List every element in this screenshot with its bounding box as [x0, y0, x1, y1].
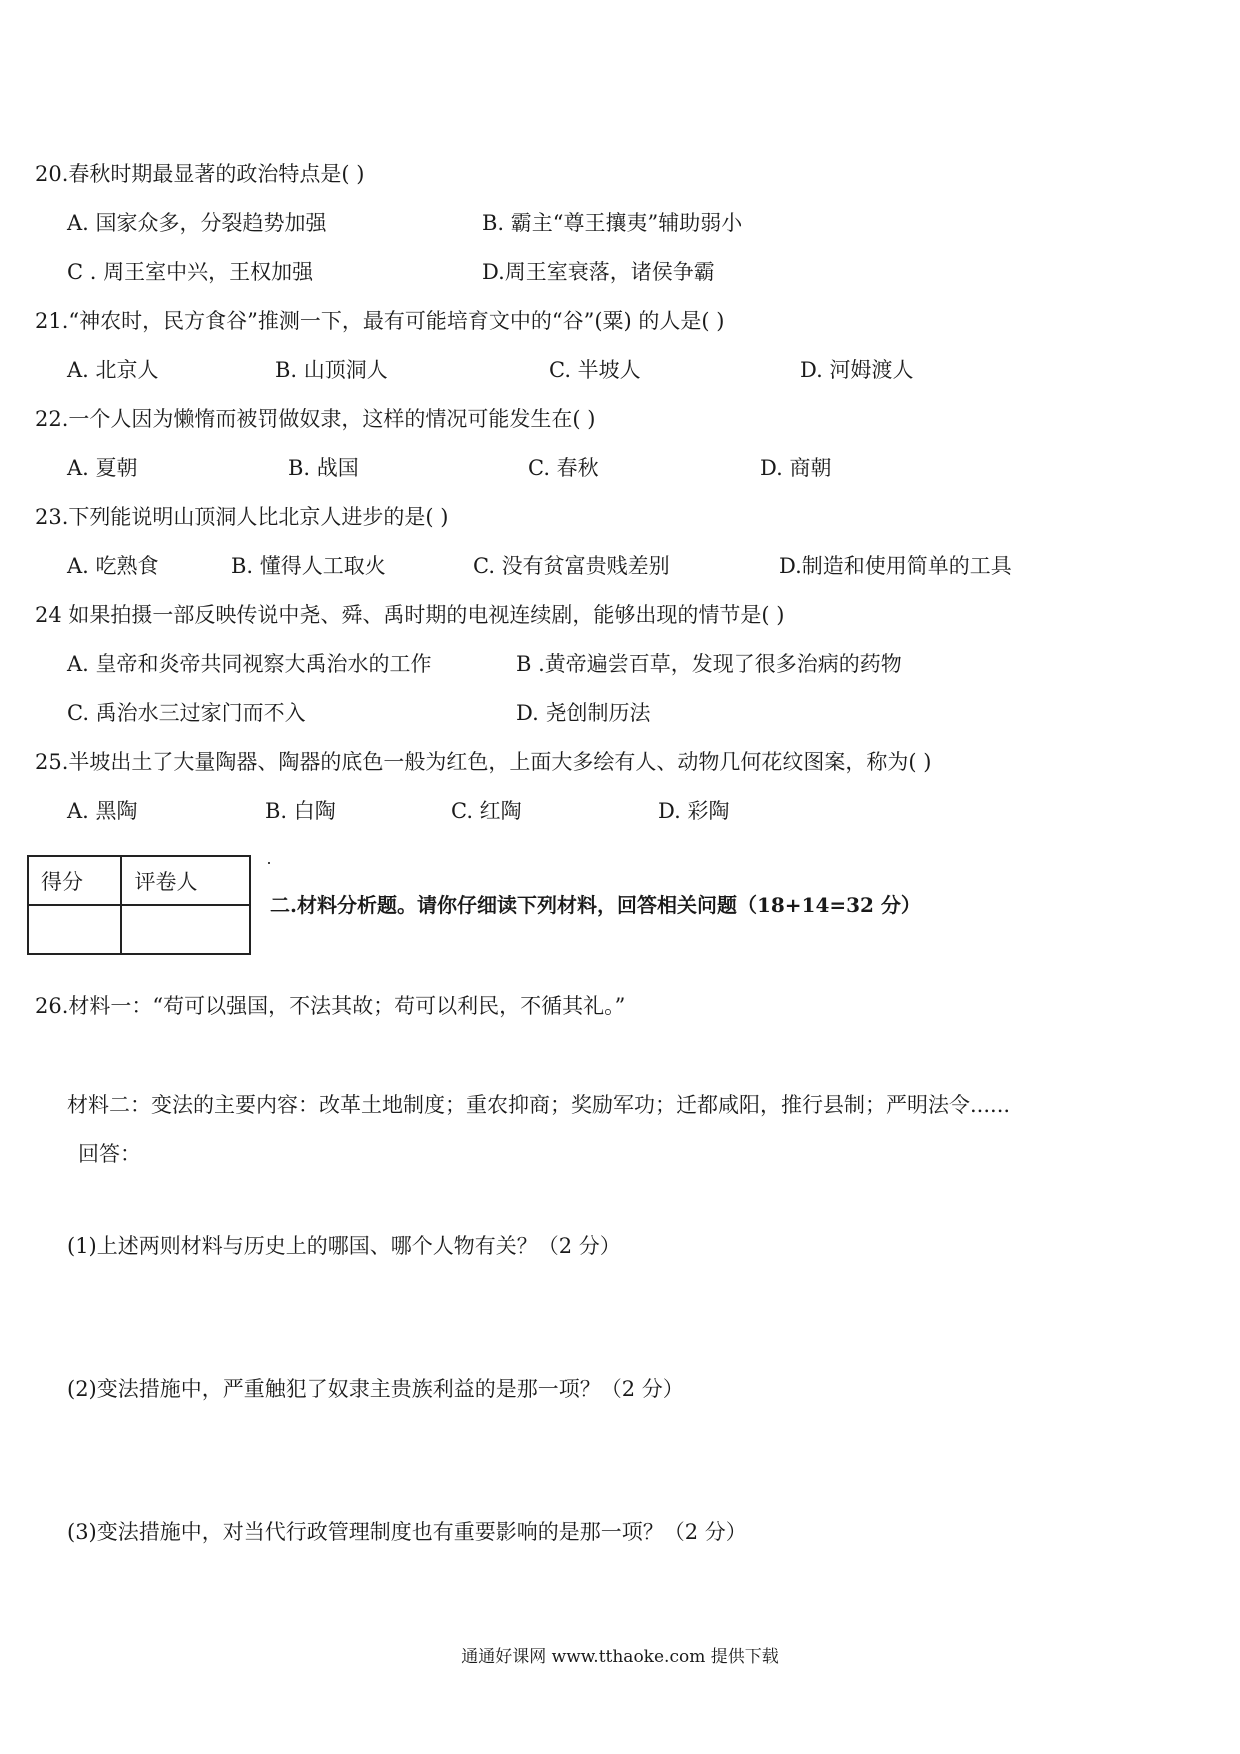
q20-option-b: B. 霸主“尊王攘夷”辅助弱小 [482, 211, 743, 235]
q20-option-d: D.周王室衰落，诸侯争霸 [482, 260, 715, 284]
q22-option-a: A. 夏朝 [67, 456, 138, 480]
q22-option-d: D. 商朝 [760, 456, 832, 480]
q24-stem: 24 如果拍摄一部反映传说中尧、舜、禹时期的电视连续剧，能够出现的情节是( ) [35, 603, 785, 627]
section2-title: 二.材料分析题。请你仔细读下列材料，回答相关问题（18+14=32 分） [270, 893, 921, 917]
q21-stem: 21.“神农时，民方食谷”推测一下，最有可能培育文中的“谷”(粟) 的人是( ) [35, 309, 725, 333]
q23-option-a: A. 吃熟食 [67, 554, 159, 578]
q20-option-c: C . 周王室中兴，王权加强 [67, 260, 314, 284]
q22-stem: 22.一个人因为懒惰而被罚做奴隶，这样的情况可能发生在( ) [35, 407, 596, 431]
q25-option-c: C. 红陶 [451, 799, 522, 823]
q21-option-c: C. 半坡人 [549, 358, 641, 382]
q26-answer-label: 回答： [78, 1142, 141, 1166]
q26-material2: 材料二：变法的主要内容：改革土地制度；重农抑商；奖励军功；迁都咸阳，推行县制；严明法令...... [67, 1093, 1011, 1117]
q20-option-a: A. 国家众多，分裂趋势加强 [67, 211, 327, 235]
q24-option-c: C. 禹治水三过家门而不入 [67, 701, 306, 725]
q23-option-c: C. 没有贫富贵贱差别 [473, 554, 670, 578]
q25-option-d: D. 彩陶 [658, 799, 730, 823]
q25-option-b: B. 白陶 [265, 799, 336, 823]
q22-option-c: C. 春秋 [528, 456, 599, 480]
q23-stem: 23.下列能说明山顶洞人比北京人进步的是( ) [35, 505, 449, 529]
q22-option-b: B. 战国 [288, 456, 359, 480]
q20-stem: 20.春秋时期最显著的政治特点是( ) [35, 162, 365, 186]
score-cell[interactable] [28, 905, 121, 954]
q21-option-a: A. 北京人 [67, 358, 159, 382]
q21-option-d: D. 河姆渡人 [800, 358, 914, 382]
q26-sub1: (1)上述两则材料与历史上的哪国、哪个人物有关？（2 分） [67, 1234, 621, 1258]
q24-option-d: D. 尧创制历法 [516, 701, 651, 725]
page-footer: 通通好课网 www.tthaoke.com 提供下载 [461, 1647, 779, 1667]
q26-sub3: (3)变法措施中，对当代行政管理制度也有重要影响的是那一项？（2 分） [67, 1520, 747, 1544]
q25-stem: 25.半坡出土了大量陶器、陶器的底色一般为红色，上面大多绘有人、动物几何花纹图案，称为( ) [35, 750, 932, 774]
grader-cell[interactable] [121, 905, 250, 954]
stray-dot [268, 862, 270, 864]
q24-option-b: B .黄帝遍尝百草，发现了很多治病的药物 [516, 652, 902, 676]
q26-material1: 26.材料一：“苟可以强国，不法其故；苟可以利民，不循其礼。” [35, 994, 626, 1018]
grader-header: 评卷人 [121, 856, 250, 905]
q21-option-b: B. 山顶洞人 [275, 358, 388, 382]
q26-sub2: (2)变法措施中，严重触犯了奴隶主贵族利益的是那一项？（2 分） [67, 1377, 684, 1401]
q23-option-b: B. 懂得人工取火 [231, 554, 386, 578]
score-table [27, 855, 251, 955]
q25-option-a: A. 黑陶 [67, 799, 138, 823]
score-header: 得分 [28, 856, 121, 905]
q23-option-d: D.制造和使用简单的工具 [779, 554, 1012, 578]
q24-option-a: A. 皇帝和炎帝共同视察大禹治水的工作 [67, 652, 432, 676]
